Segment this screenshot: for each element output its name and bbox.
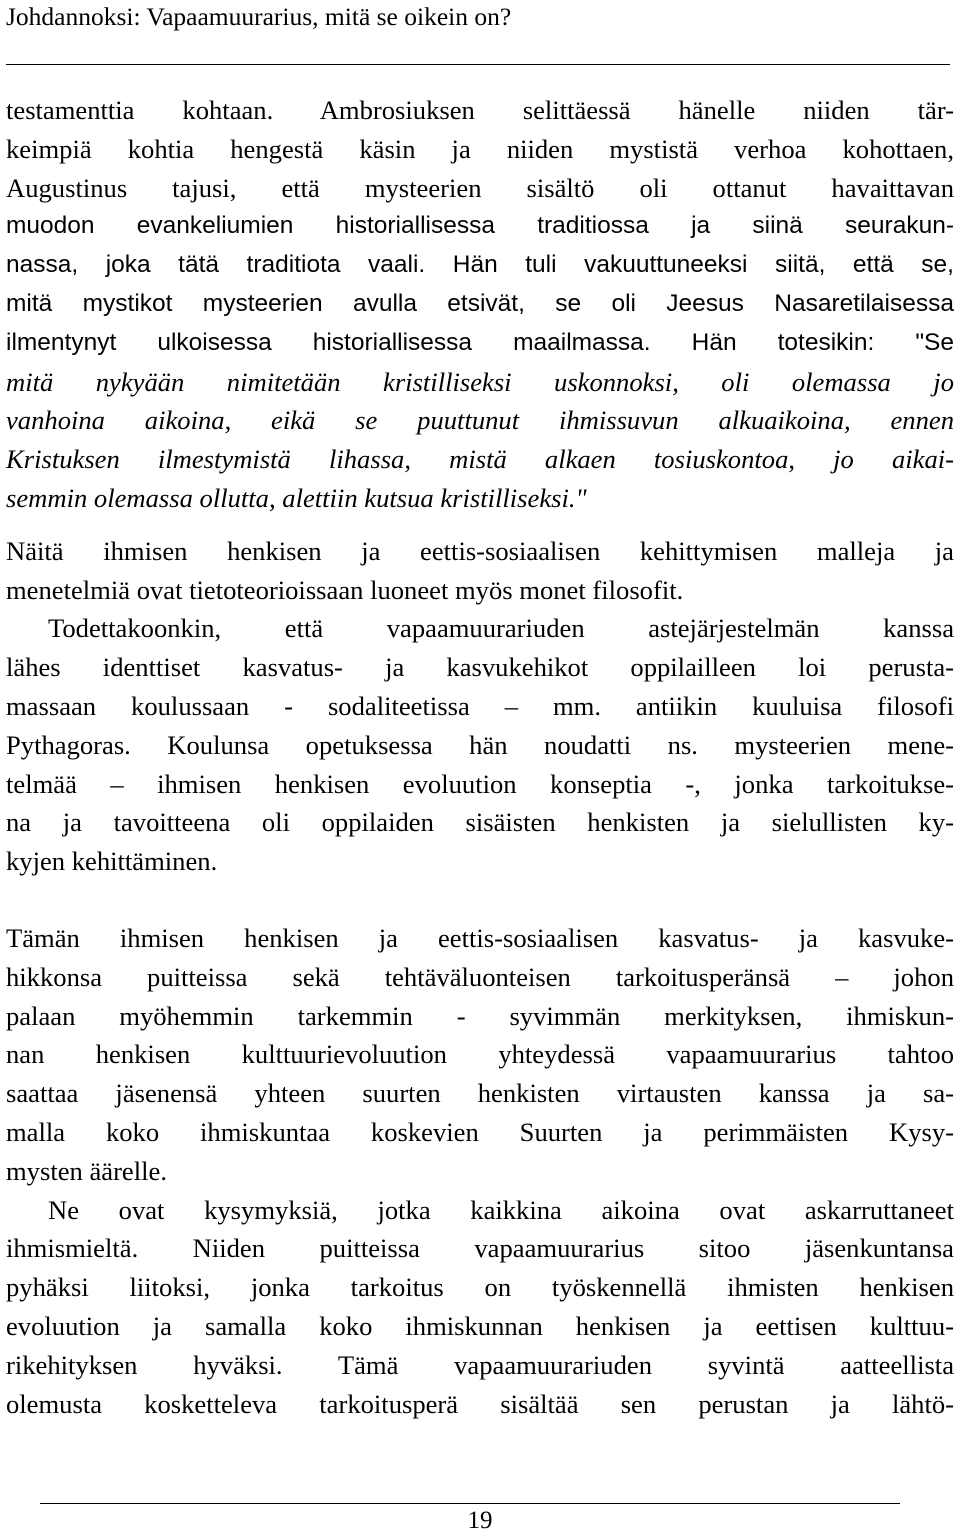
text-line: Todettakoonkin, että vapaamuurariuden astejärjestelmän kanssa: [48, 613, 954, 644]
text-line: evoluution ja samalla koko ihmiskunnan henkisen ja eettisen kulttuu-: [6, 1310, 954, 1341]
paragraph-gap: [6, 881, 954, 919]
text-line: malla koko ihmiskuntaa koskevien Suurten ja perimmäisten Kysy-: [6, 1116, 954, 1147]
footer-rule: [40, 1503, 900, 1504]
text-line: palaan myöhemmin tarkemmin - syvimmän merkityksen, ihmiskun-: [6, 1000, 954, 1031]
paragraph-gap: [6, 518, 954, 532]
text-line: Pythagoras. Koulunsa opetuksessa hän noudatti ns. mysteerien mene-: [6, 729, 954, 760]
text-line: ilmentynyt ulkoisessa historiallisessa maailmassa. Hän totesikin: "Se: [6, 328, 954, 356]
body-text: [6, 91, 954, 1423]
text-line: nassa, joka tätä traditiota vaali. Hän tuli vakuuttuneeksi siitä, että se,: [6, 251, 954, 279]
text-line: saattaa jäsenensä yhteen suurten henkisten virtausten kanssa ja sa-: [6, 1078, 954, 1109]
text-line: nan henkisen kulttuurievoluution yhteydessä vapaamuurarius tahtoo: [6, 1039, 954, 1070]
text-line: mysten äärelle.: [6, 1155, 167, 1186]
paragraph-2: [6, 532, 954, 610]
text-line: massaan koulussaan - sodaliteetissa – mm. antiikin kuuluisa filosofi: [6, 690, 954, 721]
text-line: Näitä ihmisen henkisen ja eettis-sosiaalisen kehittymisen malleja ja: [6, 535, 954, 566]
text-line: keimpiä kohtia hengestä käsin ja niiden mystistä verhoa kohottaen,: [6, 133, 954, 164]
text-line: olemusta kosketteleva tarkoitusperä sisältää sen perustan ja lähtö-: [6, 1388, 954, 1419]
paragraph-5: [6, 1191, 954, 1424]
text-line: hikkonsa puitteissa sekä tehtäväluonteisen tarkoitusperänsä – johon: [6, 961, 954, 992]
text-line: menetelmiä ovat tietoteorioissaan luoneet myös monet filosofit.: [6, 574, 684, 605]
text-line: lähes identtiset kasvatus- ja kasvukehikot oppilailleen loi perusta-: [6, 652, 954, 683]
header-rule: [6, 64, 950, 65]
text-line: na ja tavoitteena oli oppilaiden sisäisten henkisten ja sielullisten ky-: [6, 807, 954, 838]
text-line: semmin olemassa ollutta, alettiin kutsua kristilliseksi.": [6, 482, 587, 513]
text-line: pyhäksi liitoksi, jonka tarkoitus on työskennellä ihmisten henkisen: [6, 1272, 954, 1303]
page-number: 19: [467, 1507, 493, 1534]
running-header: Johdannoksi: Vapaamuurarius, mitä se oikein on?: [6, 2, 512, 31]
text-line: kyjen kehittäminen.: [6, 846, 218, 877]
text-line: rikehityksen hyväksi. Tämä vapaamuurariuden syvintä aatteellista: [6, 1349, 954, 1380]
text-line: Augustinus tajusi, että mysteerien sisältö oli ottanut havaittavan: [6, 172, 954, 203]
text-line: testamenttia kohtaan. Ambrosiuksen selittäessä hänelle niiden tär-: [6, 95, 954, 125]
text-line: mitä nykyään nimitetään kristilliseksi uskonnoksi, oli olemassa jo: [6, 366, 954, 397]
text-line: ihmismieltä. Niiden puitteissa vapaamuurarius sitoo jäsenkuntansa: [6, 1233, 954, 1264]
paragraph-1: [6, 91, 954, 518]
text-line: muodon evankeliumien historiallisessa traditiossa ja siinä seurakun-: [6, 212, 954, 240]
text-line: Tämän ihmisen henkisen ja eettis-sosiaalisen kasvatus- ja kasvuke-: [6, 922, 954, 953]
paragraph-4: [6, 919, 954, 1191]
text-line: Ne ovat kysymyksiä, jotka kaikkina aikoina ovat askarruttaneet: [48, 1194, 954, 1225]
paragraph-3: [6, 609, 954, 881]
text-line: telmää – ihmisen henkisen evoluution konseptia -, jonka tarkoitukse-: [6, 768, 954, 799]
text-line: Kristuksen ilmestymistä lihassa, mistä alkaen tosiuskontoa, jo aikai-: [6, 444, 954, 475]
text-line: mitä mystikot mysteerien avulla etsivät, se oli Jeesus Nasaretilaisessa: [6, 289, 954, 317]
text-line: vanhoina aikoina, eikä se puuttunut ihmissuvun alkuaikoina, ennen: [6, 405, 954, 436]
